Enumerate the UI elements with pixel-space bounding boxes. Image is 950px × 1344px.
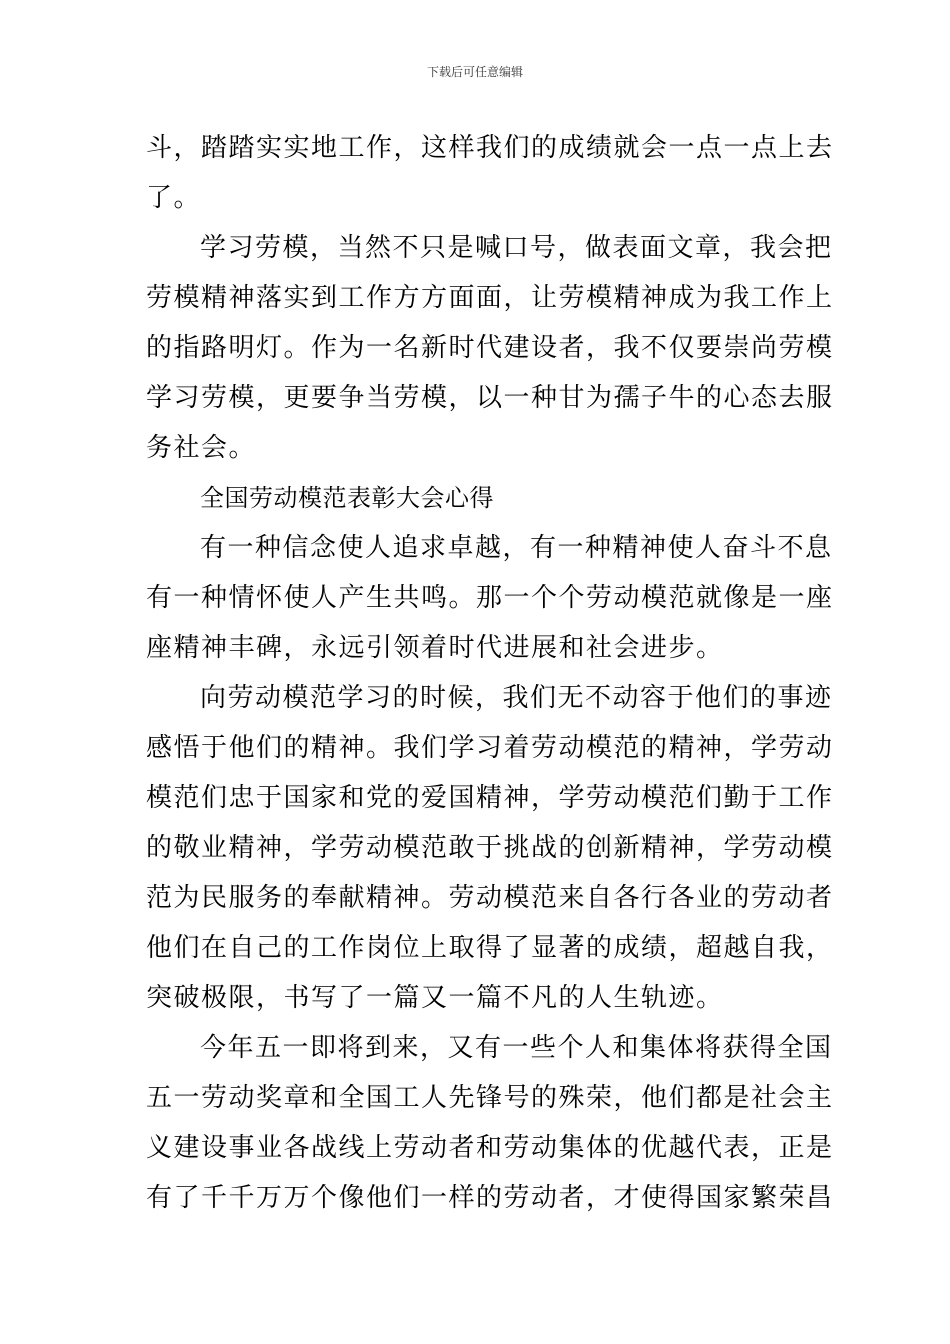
paragraph-start: 向劳动模范学习的时候，我们无不动容于他们的事迹 [200,683,833,713]
text-line: 劳模精神落实到工作方方面面，让劳模精神成为我工作上 [146,283,834,313]
text-line: 的敬业精神，学劳动模范敢于挑战的创新精神，学劳动模 [146,833,834,863]
text-line: 义建设事业各战线上劳动者和劳动集体的优越代表，正是 [146,1133,834,1163]
text-line: 座精神丰碑，永远引领着时代进展和社会进步。 [146,633,724,663]
text-line: 学习劳模，更要争当劳模，以一种甘为孺子牛的心态去服 [146,383,834,413]
text-line: 模范们忠于国家和党的爱国精神，学劳动模范们勤于工作 [146,783,834,813]
text-line: 感悟于他们的精神。我们学习着劳动模范的精神，学劳动 [146,733,834,763]
text-line: 斗，踏踏实实地工作，这样我们的成绩就会一点一点上去 [146,133,834,163]
paragraph-start: 今年五一即将到来，又有一些个人和集体将获得全国 [200,1033,833,1063]
text-line: 有一种情怀使人产生共鸣。那一个个劳动模范就像是一座 [146,583,834,613]
text-line: 的指路明灯。作为一名新时代建设者，我不仅要崇尚劳模 [146,333,834,363]
text-line: 有了千千万万个像他们一样的劳动者，才使得国家繁荣昌 [146,1183,834,1213]
paragraph-start: 有一种信念使人追求卓越，有一种精神使人奋斗不息 [200,533,833,563]
paragraph-start: 学习劳模，当然不只是喊口号，做表面文章，我会把 [200,233,833,263]
text-line: 突破极限，书写了一篇又一篇不凡的人生轨迹。 [146,983,724,1013]
page-header: 下载后可任意编辑 [426,65,523,79]
document-body [146,123,834,1223]
text-line: 务社会。 [146,433,257,463]
text-line: 五一劳动奖章和全国工人先锋号的殊荣，他们都是社会主 [146,1083,834,1113]
section-title: 全国劳动模范表彰大会心得 [200,484,494,512]
text-line: 范为民服务的奉献精神。劳动模范来自各行各业的劳动者 [146,883,834,913]
text-line: 了。 [146,183,202,213]
text-line: 他们在自己的工作岗位上取得了显著的成绩，超越自我， [146,933,834,963]
